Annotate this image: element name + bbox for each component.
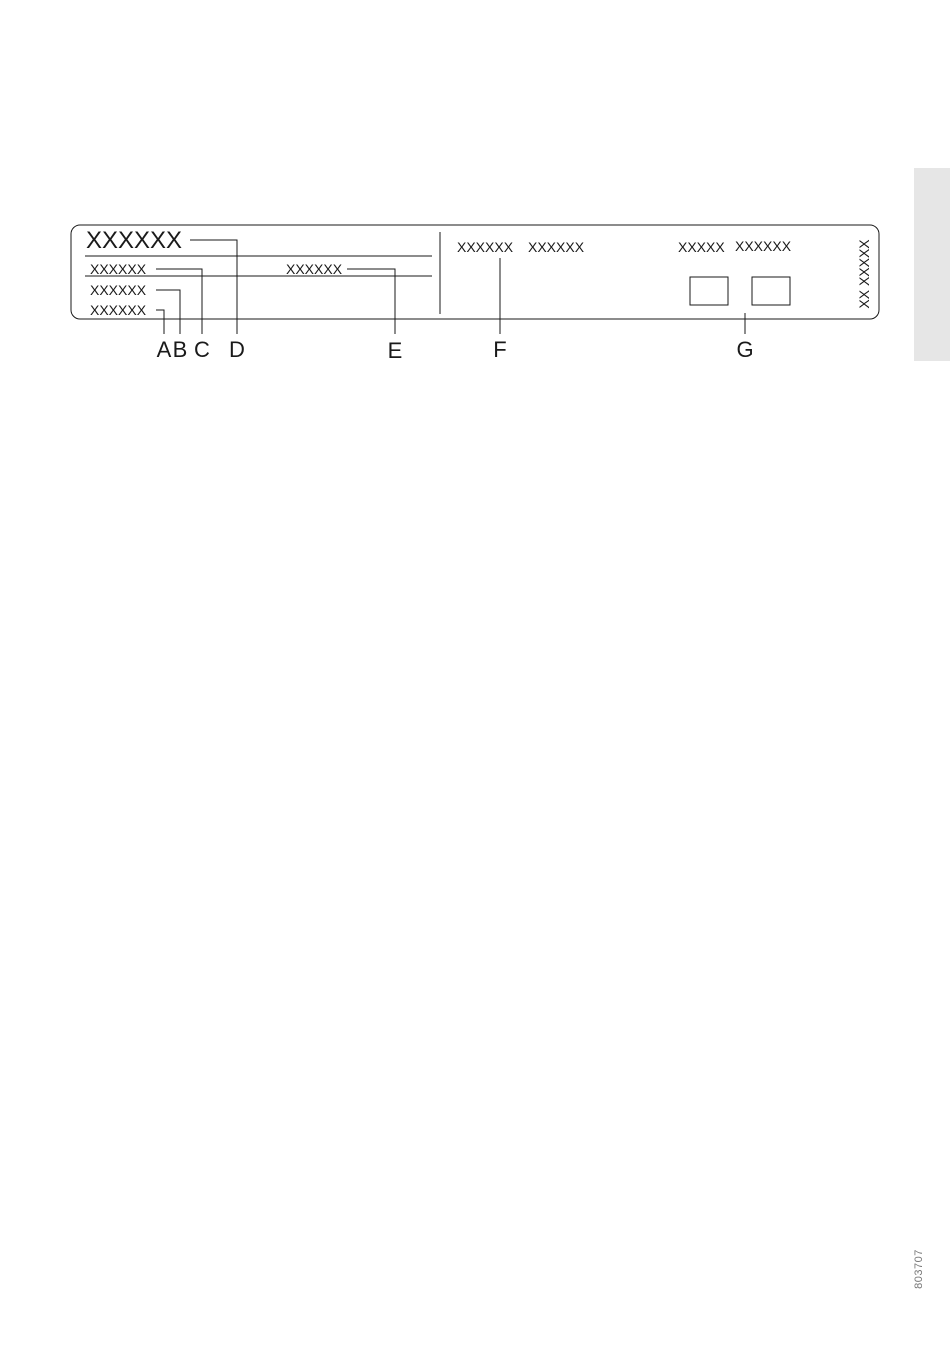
plate-vertical-text: XX XXXXX (856, 239, 872, 309)
plate-row-1: XXXXXX (90, 261, 147, 277)
plate-right-field-2: XXXXXX (735, 238, 792, 254)
plate-title: XXXXXX (86, 227, 183, 254)
callout-label-e: E (387, 338, 403, 363)
plate-center-field-1: XXXXXX (457, 239, 514, 255)
callout-label-a: A (156, 337, 172, 362)
plate-center-field-2: XXXXXX (528, 239, 585, 255)
callout-label-f: F (493, 337, 507, 362)
marking-box (690, 277, 728, 305)
callout-label-c: C (194, 337, 210, 362)
plate-row-2: XXXXXX (90, 282, 147, 298)
leader-line-e (347, 269, 395, 334)
plate-row-3: XXXXXX (90, 302, 147, 318)
leader-line-a (156, 310, 164, 334)
leader-line-b (156, 290, 180, 334)
callout-label-g: G (736, 337, 754, 362)
leader-line-c (156, 269, 202, 334)
leader-line-d (190, 240, 237, 334)
callout-label-d: D (229, 337, 245, 362)
document-number: 803707 (913, 1249, 925, 1289)
plate-middle-field: XXXXXX (286, 261, 343, 277)
nameplate-diagram (0, 0, 950, 400)
callout-label-b: B (172, 337, 188, 362)
plate-right-field-1: XXXXX (678, 239, 725, 255)
marking-box (752, 277, 790, 305)
